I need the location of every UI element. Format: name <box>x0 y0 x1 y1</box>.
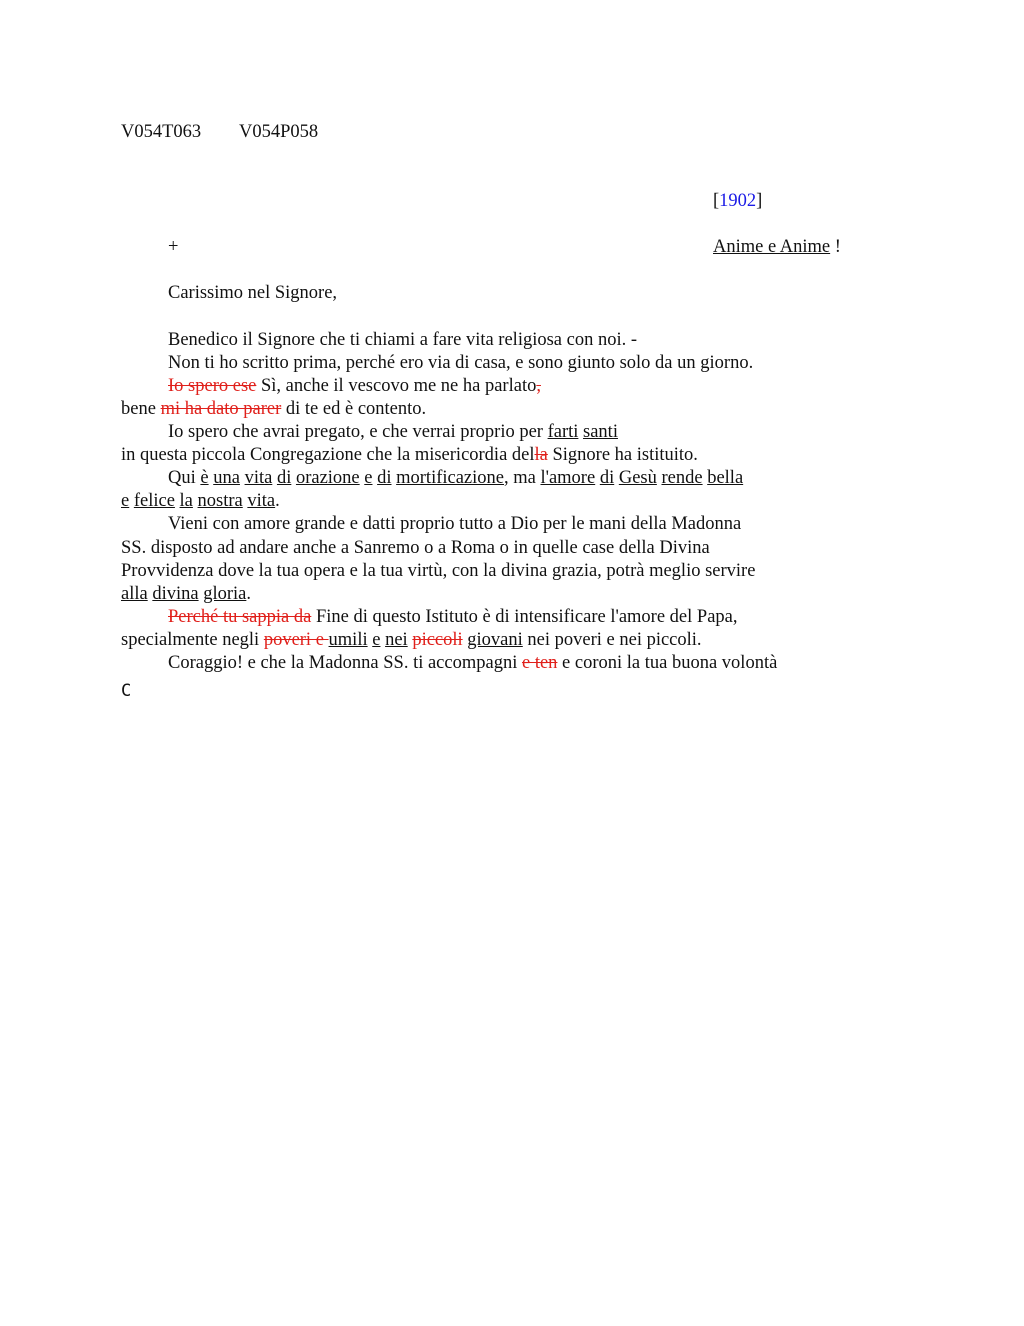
line-text: Sì, anche il vescovo me ne ha parlato <box>256 376 537 396</box>
underlined-word: mortificazione <box>396 468 504 488</box>
letter-line-1: Benedico il Signore che ti chiami a fare vita religiosa con noi. - <box>168 330 638 350</box>
document-code-right: V054P058 <box>239 122 319 142</box>
motto-punct: ! <box>830 237 841 257</box>
underlined-word: e <box>121 491 130 511</box>
underlined-word: giovani <box>467 630 523 650</box>
underlined-word: è <box>200 468 209 488</box>
deleted-text: piccoli <box>412 630 463 650</box>
deleted-text: Perché tu sappia da <box>168 607 312 627</box>
underlined-word: Gesù <box>618 468 657 488</box>
letter-line-7 <box>168 467 743 490</box>
line-text: di te ed è contento. <box>281 399 427 419</box>
line-text: Qui <box>168 468 201 488</box>
line-text: . <box>246 584 251 604</box>
letter-line-4 <box>121 398 426 421</box>
underlined-word: nostra <box>197 491 243 511</box>
underlined-word: felice <box>133 491 175 511</box>
underlined-word: divina <box>152 584 199 604</box>
underlined-word: una <box>213 468 240 488</box>
deleted-text: Io spero ese <box>168 376 257 396</box>
underlined-word: rende <box>661 468 703 488</box>
deleted-text: , <box>536 376 541 396</box>
date-bracket-open: [ <box>713 191 720 211</box>
deleted-text: mi ha dato parer <box>160 399 282 419</box>
underlined-word: farti <box>547 422 579 442</box>
letter-line-15 <box>168 652 777 675</box>
letter-line-12 <box>121 583 251 606</box>
motto-text: Anime e Anime <box>713 237 831 257</box>
underlined-word: nei <box>385 630 408 650</box>
line-text: in questa piccola Congregazione che la misericordia del <box>121 445 535 465</box>
motto <box>713 236 841 259</box>
deleted-text: la <box>534 445 548 465</box>
underlined-word: santi <box>583 422 618 442</box>
underlined-word: l'amore <box>540 468 596 488</box>
letter-line-8 <box>121 490 280 513</box>
line-text: Fine di questo Istituto è di intensificare l'amore del Papa, <box>311 607 738 627</box>
line-text: , ma <box>504 468 541 488</box>
letter-date <box>713 190 762 213</box>
underlined-word: vita <box>244 468 273 488</box>
line-text: bene <box>121 399 161 419</box>
letter-line-9: Vieni con amore grande e datti proprio tutto a Dio per le mani della Madonna <box>168 514 742 534</box>
letter-line-10: SS. disposto ad andare anche a Sanremo o a Roma o in quelle case della Divina <box>121 538 710 558</box>
letter-line-13 <box>168 606 738 629</box>
letter-line-5 <box>168 421 618 444</box>
line-text: nei poveri e nei piccoli. <box>522 630 702 650</box>
salutation: Carissimo nel Signore, <box>168 283 338 303</box>
deleted-text: poveri e <box>263 630 329 650</box>
line-text: Io spero che avrai pregato, e che verrai proprio per <box>168 422 548 442</box>
underlined-word: di <box>599 468 615 488</box>
date-bracket-close: ] <box>756 191 763 211</box>
line-text: specialmente negli <box>121 630 264 650</box>
underlined-word: e <box>364 468 373 488</box>
line-text: e coroni la tua buona volontà <box>557 653 778 673</box>
underlined-word: di <box>377 468 392 488</box>
underlined-word: gloria <box>203 584 247 604</box>
underlined-word: alla <box>121 584 148 604</box>
underlined-word: orazione <box>295 468 360 488</box>
letter-line-11: Provvidenza dove la tua opera e la tua virtù, con la divina grazia, potrà meglio servire <box>121 561 756 581</box>
line-text: Coraggio! e che la Madonna SS. ti accompagni <box>168 653 522 673</box>
document-code-left: V054T063 <box>121 122 202 142</box>
footer-mark: C <box>121 681 132 701</box>
deleted-text: e ten <box>521 653 558 673</box>
underlined-word: umili <box>328 630 368 650</box>
underlined-word: la <box>179 491 193 511</box>
letter-line-6 <box>121 444 698 467</box>
line-text: Signore ha istituito. <box>547 445 698 465</box>
letter-line-14 <box>121 629 702 652</box>
underlined-word: bella <box>707 468 744 488</box>
underlined-word: di <box>276 468 292 488</box>
underlined-word: e <box>372 630 381 650</box>
underlined-word: vita <box>247 491 276 511</box>
cross-mark: + <box>168 237 179 257</box>
date-year: 1902 <box>719 191 757 211</box>
letter-line-2: Non ti ho scritto prima, perché ero via di casa, e sono giunto solo da un giorno. <box>168 353 754 373</box>
line-text: . <box>275 491 280 511</box>
letter-line-3 <box>168 375 541 398</box>
